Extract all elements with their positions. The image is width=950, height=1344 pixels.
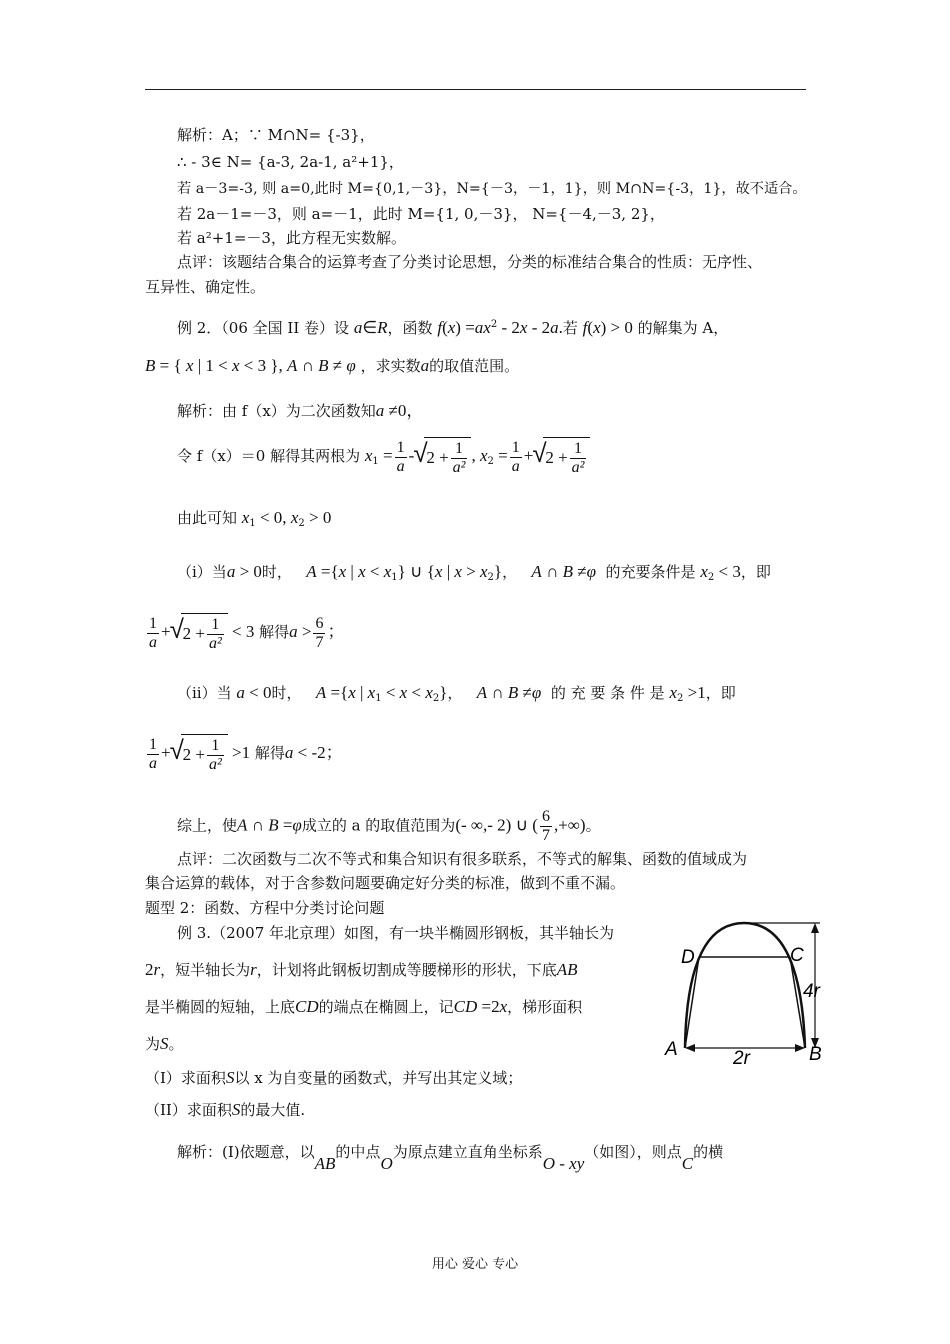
math: ( bbox=[442, 318, 448, 337]
math: | bbox=[442, 562, 455, 581]
math: 2 bbox=[487, 456, 494, 467]
math: ∩ bbox=[297, 356, 319, 375]
text: 以 x 为自变量的函数式，并写出其定义域； bbox=[234, 1069, 523, 1087]
math: > 0 bbox=[235, 562, 262, 581]
math: , bbox=[471, 446, 480, 465]
text-line: 点评：该题结合集合的运算考查了分类讨论思想，分类的标准结合集合的性质：无序性、 bbox=[177, 253, 763, 271]
math: A bbox=[315, 683, 327, 702]
math: ={ bbox=[326, 683, 349, 702]
math: a bbox=[550, 318, 559, 337]
math: x bbox=[358, 562, 366, 581]
math: ≠ bbox=[572, 562, 587, 581]
text: ，函数 bbox=[387, 319, 433, 337]
math: A bbox=[476, 683, 488, 702]
text: 解析：由 f（x）为二次函数知 bbox=[177, 402, 376, 420]
math: ∩ bbox=[247, 815, 269, 835]
text: 为 bbox=[145, 1035, 161, 1053]
text: （如图），则点 bbox=[584, 1143, 682, 1161]
solution-line bbox=[177, 436, 590, 482]
math: R bbox=[377, 318, 388, 337]
trapezoid-right bbox=[790, 957, 805, 1048]
text: 例 2．（06 全国 II 卷）设 bbox=[177, 319, 350, 337]
math: A bbox=[286, 356, 298, 375]
text: 综上，使 bbox=[177, 816, 238, 835]
label-d: D bbox=[681, 947, 695, 968]
math: r bbox=[153, 960, 161, 979]
math: a bbox=[236, 683, 245, 702]
math: > bbox=[461, 562, 480, 581]
math: φ bbox=[531, 683, 542, 702]
math: } ∪ { bbox=[397, 562, 435, 581]
math: CD bbox=[453, 997, 478, 1016]
math: a bbox=[289, 622, 298, 641]
sqrt: √ 2 + $\frac{1}{\text{a²}}$ bbox=[181, 613, 228, 654]
math: ) = bbox=[455, 318, 475, 337]
math: x bbox=[593, 318, 601, 337]
label-c: C bbox=[790, 945, 804, 966]
math: + bbox=[161, 622, 171, 641]
math: ∩ bbox=[487, 683, 508, 702]
text: （II）求面积 bbox=[145, 1101, 232, 1119]
math: < 0, bbox=[255, 508, 291, 527]
example-3-line bbox=[145, 1034, 184, 1054]
math: AB bbox=[314, 1154, 336, 1173]
solution-line bbox=[177, 508, 331, 534]
math: < 0 bbox=[244, 683, 272, 702]
text: 成立的 a 的取值范围为 bbox=[301, 816, 456, 835]
text: 的端点在椭圆上，记 bbox=[318, 998, 454, 1016]
math: x bbox=[519, 318, 528, 337]
label-b: B bbox=[809, 1044, 822, 1065]
sqrt: √ 2 + $\frac{1}{\text{a²}}$ bbox=[543, 437, 590, 478]
text: 的充要条件是 bbox=[605, 563, 696, 581]
header-rule bbox=[145, 89, 806, 90]
math: } bbox=[493, 562, 503, 581]
math: = { bbox=[155, 356, 186, 375]
math: < bbox=[407, 683, 426, 702]
arrow-head bbox=[685, 1044, 695, 1052]
math: x bbox=[348, 683, 356, 702]
example-3-line bbox=[145, 960, 578, 980]
math: a bbox=[375, 401, 385, 420]
math: O - xy bbox=[542, 1154, 585, 1173]
text-line: 若 2a－1=－3，则 a=－1，此时 M={1, 0,－3}， N={－4,－3, 2}， bbox=[177, 205, 665, 223]
math: >1 bbox=[227, 743, 251, 762]
fraction: $\frac{1}{a}$ bbox=[149, 735, 157, 772]
text: 的最大值. bbox=[240, 1101, 306, 1119]
math: x bbox=[447, 318, 456, 337]
text: 由此可知 bbox=[177, 509, 238, 527]
math: B bbox=[562, 562, 573, 581]
math: B bbox=[268, 815, 279, 835]
math: B bbox=[145, 356, 156, 375]
case-2-line bbox=[145, 733, 343, 775]
text: 令 f（x）＝0 解得其两根为 bbox=[177, 447, 361, 465]
math: r bbox=[250, 960, 257, 979]
math: φ bbox=[292, 815, 302, 835]
answer-line bbox=[177, 1140, 723, 1176]
text: 的中点 bbox=[335, 1143, 381, 1161]
fraction: $\frac{1}{a}$ bbox=[149, 614, 157, 651]
math: x bbox=[290, 508, 299, 527]
math: f bbox=[437, 318, 443, 337]
math: ( bbox=[587, 318, 594, 337]
math: x bbox=[338, 562, 347, 581]
text-line: ∴ - 3∈ N= {a-3, 2a-1, a²+1}， bbox=[177, 153, 404, 171]
example-3-line: 例 3.（2007 年北京理）如图，有一块半椭圆形钢板，其半轴长为 bbox=[177, 924, 615, 942]
math: φ bbox=[346, 356, 356, 375]
sqrt: √ 2 + $\frac{1}{\text{a²}}$ bbox=[424, 437, 471, 478]
math: ≠ bbox=[518, 683, 532, 702]
math: ax bbox=[474, 318, 491, 337]
math: } bbox=[439, 683, 448, 702]
math: < 3 }, bbox=[239, 356, 287, 375]
text: ，即 bbox=[740, 563, 771, 581]
case-1-line bbox=[177, 562, 771, 588]
math: . bbox=[558, 318, 563, 337]
math: = bbox=[378, 446, 393, 465]
text: 为原点建立直角坐标系 bbox=[392, 1143, 543, 1161]
arrow-head bbox=[811, 923, 819, 933]
text-line: 若 a－3=-3, 则 a=0,此时 M={0,1,－3}，N={－3，－1，1}，则 M∩N={-3，1}，故不适合。 bbox=[177, 181, 807, 197]
math: S bbox=[225, 1068, 235, 1087]
math: f bbox=[582, 318, 588, 337]
math: | 1 < bbox=[193, 356, 232, 375]
text: 。 bbox=[585, 816, 601, 835]
fraction: $\frac{6}{7}$ bbox=[541, 808, 550, 844]
example-3-line bbox=[145, 997, 582, 1017]
math: x bbox=[241, 508, 250, 527]
fraction: $\frac{6}{7}$ bbox=[315, 614, 324, 651]
case-1-line bbox=[145, 612, 344, 654]
text: （ii）当 bbox=[177, 684, 232, 702]
math: x bbox=[367, 683, 376, 702]
math: + bbox=[161, 743, 171, 762]
math: | bbox=[355, 683, 368, 702]
math: (- ∞,- 2) ∪ ( bbox=[455, 815, 538, 835]
text: （I）求面积 bbox=[145, 1069, 226, 1087]
text: ，短半轴长为 bbox=[160, 961, 251, 979]
math: 2 bbox=[487, 572, 494, 583]
math: < -2； bbox=[293, 743, 343, 762]
text-line: 集合运算的载体，对于含参数问题要确定好分类的标准，做到不重不漏。 bbox=[145, 874, 626, 892]
math: a bbox=[284, 743, 294, 762]
text: 的取值范围。 bbox=[429, 357, 520, 375]
math: - bbox=[408, 446, 415, 465]
math: ={ bbox=[316, 562, 339, 581]
math: 2 bbox=[432, 693, 440, 704]
math: ≠ bbox=[328, 356, 347, 375]
text: 时， bbox=[271, 684, 302, 702]
math: x bbox=[434, 562, 443, 581]
math: 1 bbox=[249, 518, 256, 529]
fraction: $\frac{1}{a}$ bbox=[396, 438, 405, 475]
math: a bbox=[420, 356, 430, 375]
math: < 3 bbox=[227, 622, 255, 641]
math: x bbox=[383, 562, 392, 581]
question-line bbox=[145, 1100, 305, 1120]
math: O bbox=[380, 1154, 393, 1173]
math: x bbox=[454, 562, 462, 581]
math: a bbox=[353, 318, 363, 337]
label-2r: 2r bbox=[733, 1048, 750, 1069]
math: 2 bbox=[490, 319, 498, 330]
text: ， bbox=[447, 684, 463, 702]
math: x bbox=[399, 683, 408, 702]
math: A bbox=[237, 815, 248, 835]
example-2-line bbox=[177, 315, 728, 338]
math: + bbox=[523, 446, 534, 465]
solution-line bbox=[177, 401, 423, 421]
math: = bbox=[278, 815, 293, 835]
math: ∩ bbox=[541, 562, 563, 581]
sqrt: √ 2 + $\frac{1}{\text{a²}}$ bbox=[181, 734, 228, 775]
math: - 2 bbox=[497, 318, 520, 337]
text: 时， bbox=[261, 563, 292, 581]
math: 2 bbox=[707, 572, 715, 583]
math: = bbox=[493, 446, 508, 465]
math: 2 bbox=[145, 960, 154, 979]
math: ) > 0 bbox=[600, 318, 633, 337]
math: 1 bbox=[391, 572, 398, 583]
math: < bbox=[365, 562, 384, 581]
text: ，求实数 bbox=[360, 357, 421, 375]
math: C bbox=[681, 1154, 694, 1173]
math: B bbox=[318, 356, 329, 375]
math: 2 bbox=[677, 693, 684, 704]
math: ≠0， bbox=[384, 401, 424, 420]
math: a bbox=[226, 562, 236, 581]
math: > bbox=[297, 622, 312, 641]
math: =2 bbox=[477, 997, 500, 1016]
math: ； bbox=[327, 622, 345, 641]
text: 解得 bbox=[259, 623, 290, 641]
arrow-head bbox=[795, 1044, 805, 1052]
math: x bbox=[480, 562, 488, 581]
math: x bbox=[231, 356, 240, 375]
math: ,+∞) bbox=[553, 815, 586, 835]
math: x bbox=[499, 997, 508, 1016]
text: ，计划将此钢板切割成等腰梯形的形状，下底 bbox=[256, 961, 557, 979]
math: A bbox=[531, 562, 542, 581]
math: < bbox=[381, 683, 400, 702]
math: < 3 bbox=[714, 562, 741, 581]
math: AB bbox=[556, 960, 578, 979]
math: 1 bbox=[372, 456, 379, 467]
text: 解析：(I)依题意，以 bbox=[177, 1143, 315, 1161]
text: 若 bbox=[562, 319, 578, 337]
ellipse-trapezoid-figure bbox=[655, 915, 835, 1075]
text: ， bbox=[502, 563, 518, 581]
fraction: $\frac{1}{a}$ bbox=[511, 438, 520, 475]
example-2-line bbox=[145, 356, 519, 376]
half-ellipse bbox=[685, 923, 805, 1048]
text-line: 互异性、确定性。 bbox=[145, 278, 266, 296]
math: - 2 bbox=[527, 318, 551, 337]
math: S bbox=[231, 1100, 241, 1119]
section-title: 题型 2：函数、方程中分类讨论问题 bbox=[145, 899, 385, 917]
math: φ bbox=[586, 562, 596, 581]
math: ∈ bbox=[362, 318, 378, 337]
text: 的解集为 A， bbox=[637, 319, 729, 337]
math: A bbox=[306, 562, 317, 581]
math: 1 bbox=[375, 693, 382, 704]
case-2-line bbox=[177, 683, 736, 709]
math: x bbox=[479, 446, 488, 465]
text: 的横 bbox=[693, 1143, 724, 1161]
text: （i）当 bbox=[177, 563, 227, 581]
math: S bbox=[160, 1034, 169, 1053]
text: 解得 bbox=[254, 744, 285, 762]
math: > 0 bbox=[304, 508, 332, 527]
summary-line bbox=[177, 808, 601, 845]
math: >1 bbox=[683, 683, 706, 702]
math: x bbox=[185, 356, 194, 375]
page-footer: 用心 爱心 专心 bbox=[431, 1257, 519, 1272]
label-a: A bbox=[665, 1039, 678, 1060]
math: x bbox=[669, 683, 678, 702]
text: 的 充 要 条 件 是 bbox=[550, 684, 665, 702]
label-4r: 4r bbox=[803, 981, 820, 1002]
text-line: 点评：二次函数与二次不等式和集合知识有很多联系，不等式的解集、函数的值域成为 bbox=[177, 850, 748, 868]
question-line bbox=[145, 1068, 522, 1088]
text-line: 解析：A；∵ M∩N= {-3}， bbox=[177, 126, 375, 144]
text-line: 若 a²+1=－3，此方程无实数解。 bbox=[177, 229, 406, 247]
math: x bbox=[364, 446, 373, 465]
math: x bbox=[700, 562, 708, 581]
text: 是半椭圆的短轴，上底 bbox=[145, 998, 296, 1016]
text: ，即 bbox=[705, 684, 736, 702]
text: ，梯形面积 bbox=[507, 998, 583, 1016]
math: B bbox=[507, 683, 519, 702]
math: | bbox=[346, 562, 359, 581]
math: 2 bbox=[298, 518, 305, 529]
text: 。 bbox=[168, 1035, 184, 1053]
math: CD bbox=[295, 997, 319, 1016]
math: x bbox=[425, 683, 433, 702]
